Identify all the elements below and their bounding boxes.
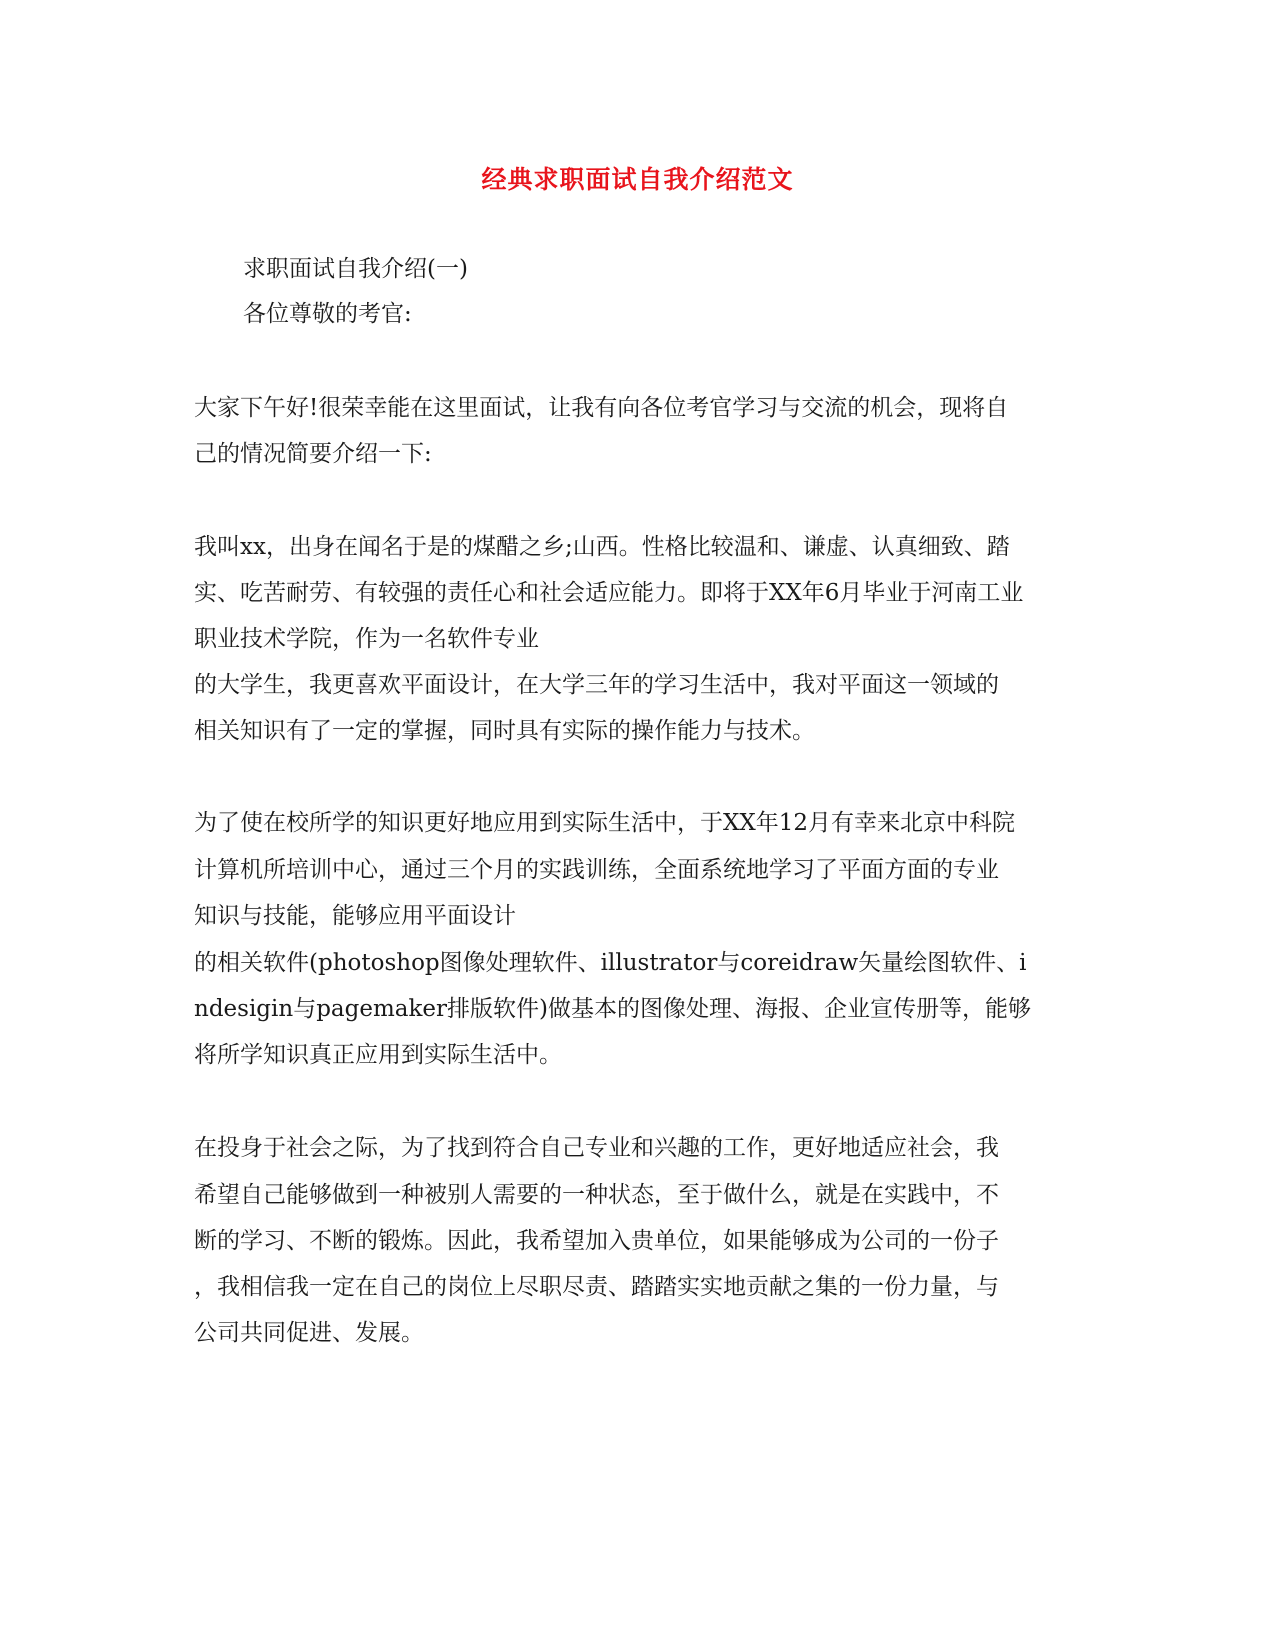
- paragraph-line: ndesigin与pagemaker排版软件)做基本的图像处理、海报、企业宣传册等，能够: [194, 996, 1032, 1022]
- section-heading: 求职面试自我介绍(一): [243, 256, 468, 282]
- greeting: 各位尊敬的考官:: [243, 301, 412, 327]
- paragraph-line: 公司共同促进、发展。: [194, 1320, 424, 1346]
- document-title: 经典求职面试自我介绍范文: [481, 165, 794, 194]
- paragraph-line: 实、吃苦耐劳、有较强的责任心和社会适应能力。即将于XX年6月毕业于河南工业: [194, 580, 1024, 606]
- paragraph-line: 相关知识有了一定的掌握，同时具有实际的操作能力与技术。: [194, 718, 815, 744]
- paragraph-line: 职业技术学院，作为一名软件专业: [194, 626, 539, 652]
- paragraph-line: 希望自己能够做到一种被别人需要的一种状态，至于做什么，就是在实践中，不: [194, 1182, 999, 1208]
- paragraph-line: 计算机所培训中心，通过三个月的实践训练，全面系统地学习了平面方面的专业: [194, 857, 999, 883]
- paragraph-line: 知识与技能，能够应用平面设计: [194, 903, 516, 929]
- paragraph-line: 的相关软件(photoshop图像处理软件、illustrator与coreidraw矢量绘图软件、i: [194, 950, 1027, 976]
- paragraph-line: 断的学习、不断的锻炼。因此，我希望加入贵单位，如果能够成为公司的一份子: [194, 1228, 999, 1254]
- paragraph-line: 大家下午好!很荣幸能在这里面试，让我有向各位考官学习与交流的机会，现将自: [194, 395, 1009, 421]
- paragraph-line: 的大学生，我更喜欢平面设计，在大学三年的学习生活中，我对平面这一领域的: [194, 672, 999, 698]
- paragraph-line: 己的情况简要介绍一下:: [194, 441, 432, 467]
- paragraph-line: 为了使在校所学的知识更好地应用到实际生活中，于XX年12月有幸来北京中科院: [194, 810, 1016, 836]
- paragraph-line: 在投身于社会之际，为了找到符合自己专业和兴趣的工作，更好地适应社会，我: [194, 1135, 999, 1161]
- paragraph-line: ，我相信我一定在自己的岗位上尽职尽责、踏踏实实地贡献之集的一份力量，与: [194, 1274, 999, 1300]
- paragraph-line: 将所学知识真正应用到实际生活中。: [194, 1042, 562, 1068]
- paragraph-line: 我叫xx，出身在闻名于是的煤醋之乡;山西。性格比较温和、谦虚、认真细致、踏: [194, 534, 1010, 560]
